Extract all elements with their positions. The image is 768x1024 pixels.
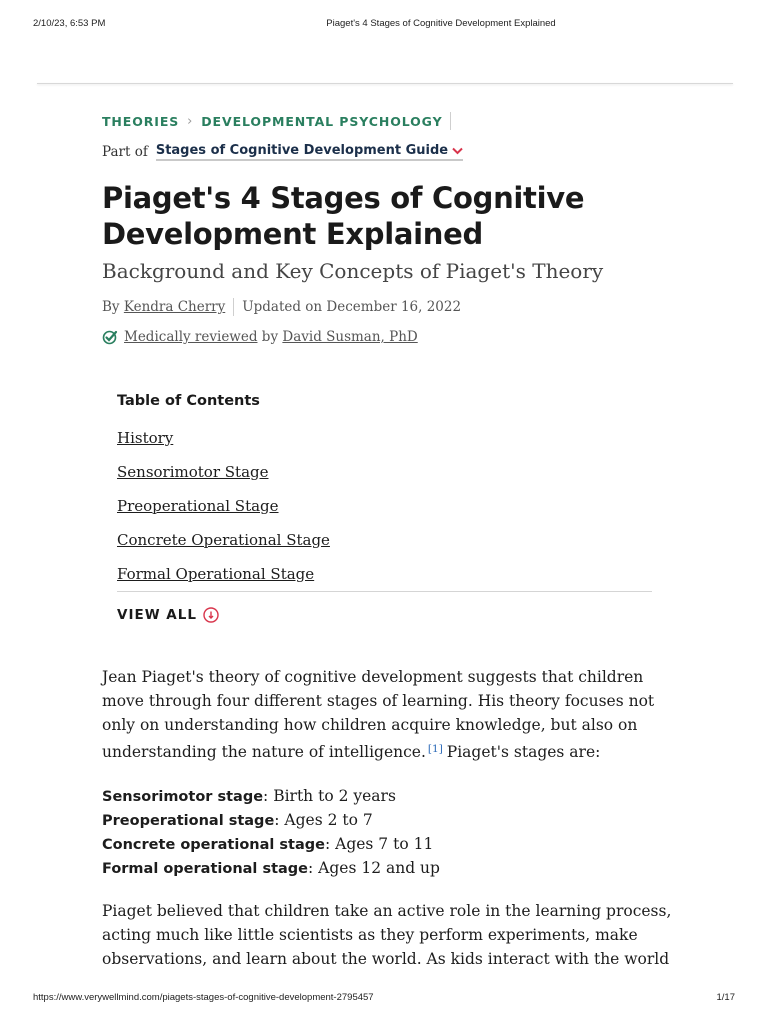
stage-age: : Ages 2 to 7 — [274, 811, 373, 829]
stage-name: Concrete operational stage — [102, 837, 325, 853]
toc-link-preoperational[interactable]: Preoperational Stage — [117, 497, 279, 515]
guide-link-label: Stages of Cognitive Development Guide — [155, 143, 449, 158]
toc-link-formal-operational[interactable]: Formal Operational Stage — [117, 565, 315, 583]
page-subtitle: Background and Key Concepts of Piaget's Theory — [102, 259, 604, 283]
circle-arrow-down-icon — [203, 607, 219, 623]
article-header — [102, 110, 672, 347]
chevron-right-icon: › — [187, 113, 194, 129]
reviewer-link[interactable]: David Susman, PhD — [282, 329, 418, 345]
citation-link[interactable]: [1] — [427, 743, 443, 755]
byline-prefix: By — [102, 299, 120, 315]
toc-item — [117, 565, 652, 599]
toc-item — [117, 429, 652, 463]
print-url: https://www.verywellmind.com/piagets-stages-of-cognitive-development-2795457 — [33, 992, 374, 1003]
toc-item — [117, 463, 652, 497]
stage-name: Formal operational stage — [102, 861, 309, 877]
print-title: Piaget's 4 Stages of Cognitive Development Explained — [326, 18, 556, 29]
check-badge-icon — [102, 329, 118, 345]
breadcrumb — [102, 110, 672, 132]
reviewed-by-word: by — [261, 329, 279, 345]
part-of-label: Part of — [102, 144, 148, 160]
stage-name: Sensorimotor stage — [102, 789, 264, 805]
byline — [102, 297, 672, 317]
stage-item — [102, 856, 677, 880]
toc-item — [117, 497, 652, 531]
author-link[interactable]: Kendra Cherry — [123, 299, 226, 315]
print-footer — [0, 992, 768, 1006]
toc-item — [117, 531, 652, 565]
toc-heading: Table of Contents — [117, 393, 260, 409]
stage-age: : Ages 12 and up — [308, 859, 440, 877]
table-of-contents — [117, 393, 652, 626]
stage-list — [102, 784, 677, 880]
breadcrumb-divider — [450, 112, 451, 130]
stage-age: : Ages 7 to 11 — [324, 835, 434, 853]
print-datetime: 2/10/23, 6:53 PM — [33, 18, 106, 29]
second-paragraph: Piaget believed that children take an active role in the learning process, acting much like little scientists as they perform experiments, make observations, and learn about the world. As kids interact with the world — [102, 902, 672, 968]
breadcrumb-theories[interactable]: THEORIES — [102, 113, 180, 129]
updated-date: Updated on December 16, 2022 — [242, 299, 462, 315]
toc-link-concrete-operational[interactable]: Concrete Operational Stage — [117, 531, 330, 549]
view-all-label: VIEW ALL — [117, 607, 197, 623]
article-body — [102, 665, 677, 971]
toc-divider — [117, 591, 652, 592]
intro-end-text: Piaget's stages are: — [446, 743, 601, 761]
stage-name: Preoperational stage — [102, 813, 275, 829]
print-header — [0, 18, 768, 32]
stage-item — [102, 832, 677, 856]
guide-dropdown[interactable] — [156, 143, 463, 161]
toc-list — [117, 429, 652, 599]
header-divider — [37, 83, 733, 84]
part-of-guide — [102, 140, 672, 164]
stage-item — [102, 784, 677, 808]
intro-paragraph — [102, 665, 677, 764]
stage-age: : Birth to 2 years — [263, 787, 396, 805]
toc-link-sensorimotor[interactable]: Sensorimotor Stage — [117, 463, 269, 481]
chevron-down-icon — [452, 147, 463, 155]
page-title: Piaget's 4 Stages of Cognitive Development Explained — [102, 181, 585, 251]
byline-divider — [233, 298, 234, 316]
intro-text: Jean Piaget's theory of cognitive development suggests that children move through four different stages of learning. His theory focuses not only on understanding how children acquire knowledge, but also on understanding the nature of intelligence. — [102, 668, 655, 761]
print-page-number: 1/17 — [716, 992, 735, 1003]
stage-item — [102, 808, 677, 832]
medically-reviewed-link[interactable]: Medically reviewed — [124, 329, 258, 345]
toc-link-history[interactable]: History — [117, 429, 174, 447]
view-all-button[interactable] — [117, 604, 652, 626]
breadcrumb-developmental-psychology[interactable]: DEVELOPMENTAL PSYCHOLOGY — [201, 113, 443, 129]
medical-review — [102, 327, 672, 347]
